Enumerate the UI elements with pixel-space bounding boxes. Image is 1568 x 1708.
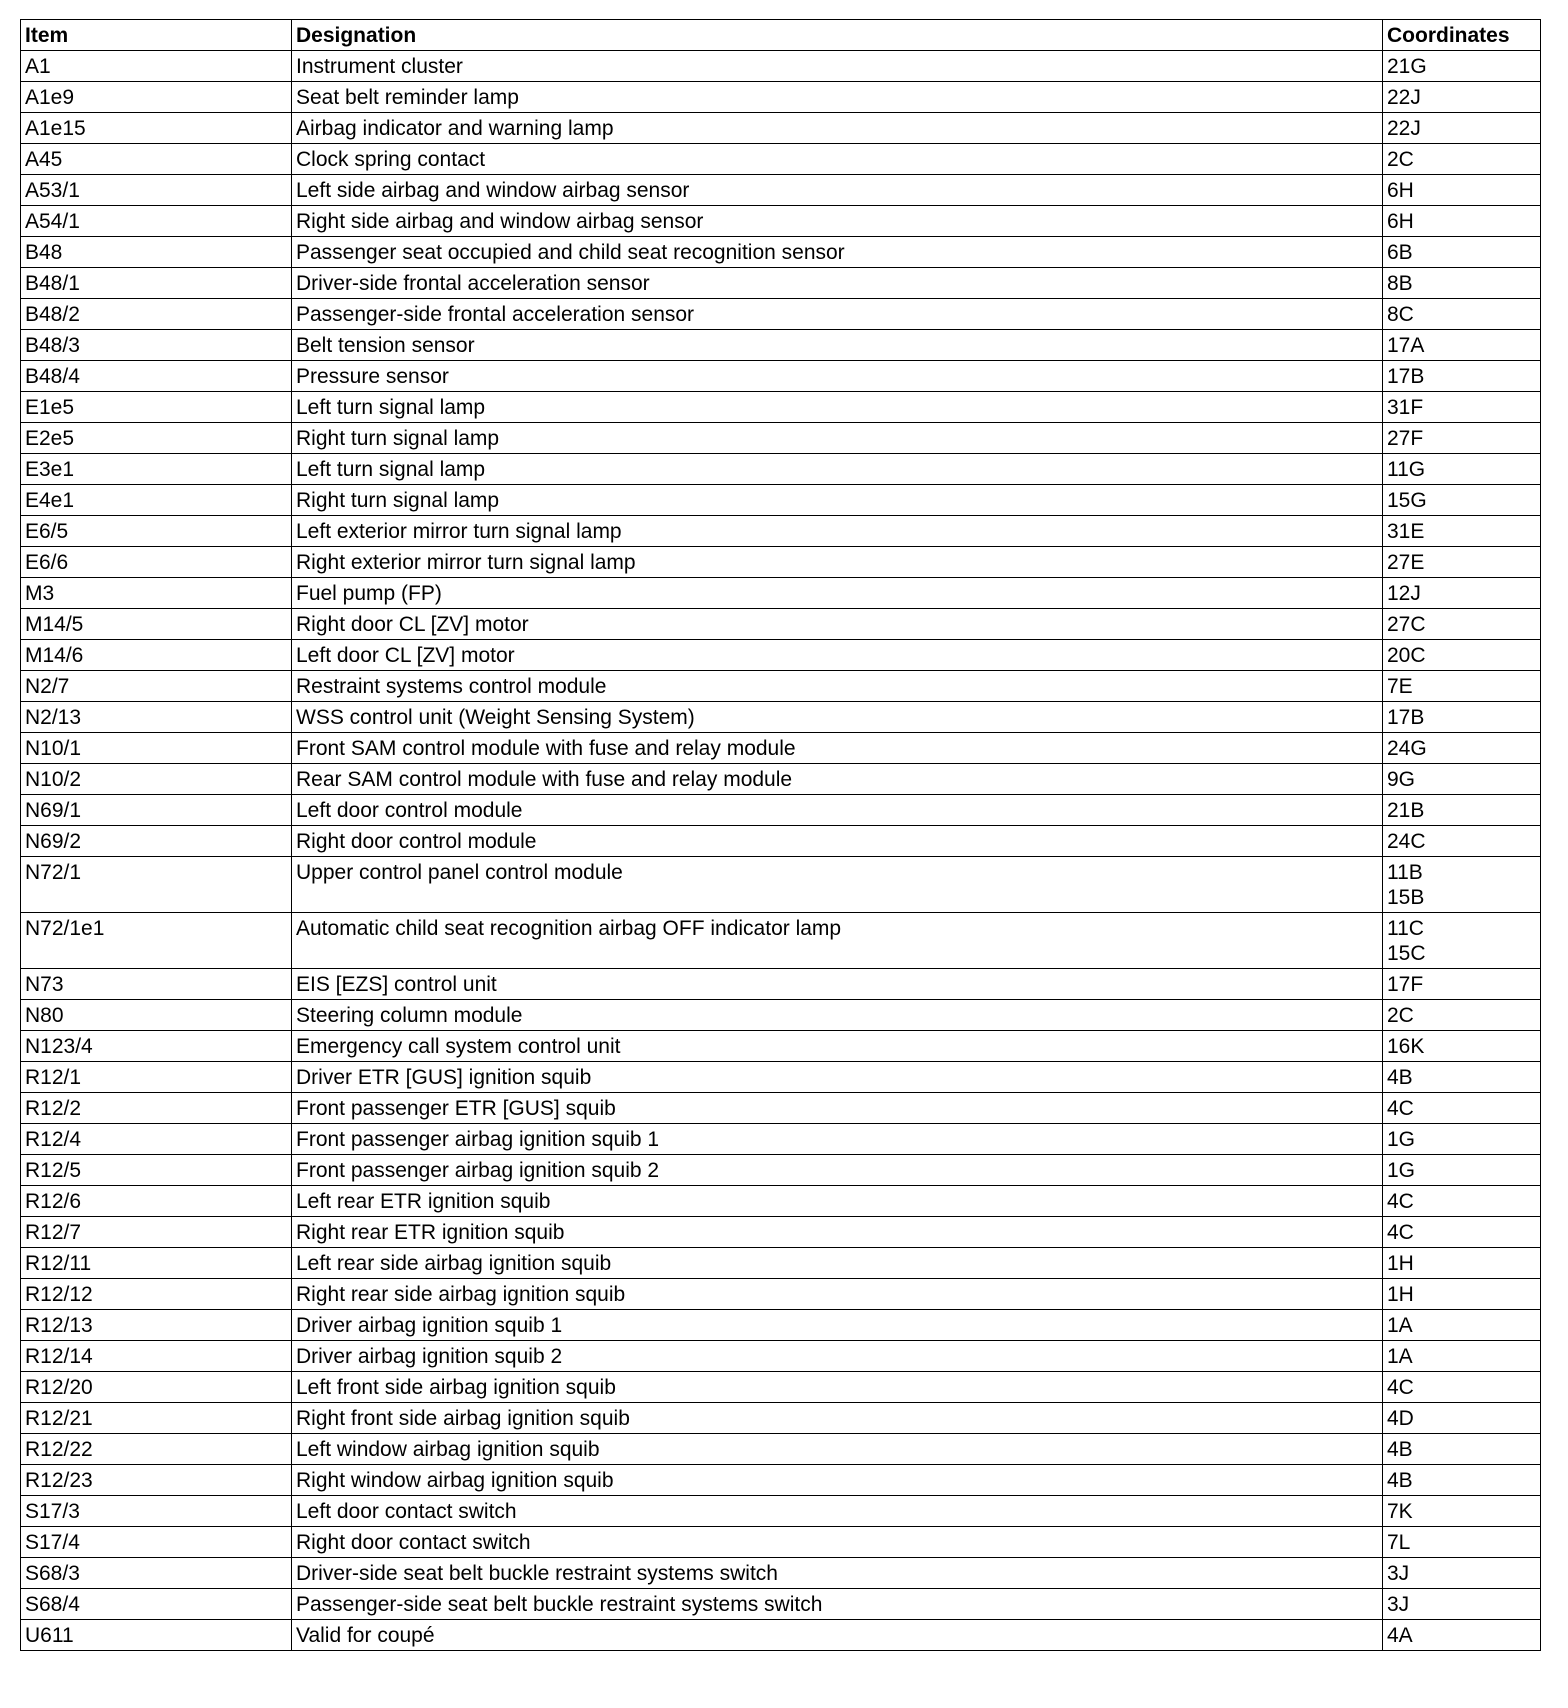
table-row bbox=[21, 547, 1541, 578]
table-row bbox=[21, 485, 1541, 516]
table-row bbox=[21, 1186, 1541, 1217]
table-row bbox=[21, 1217, 1541, 1248]
coordinate-value: 17B bbox=[1387, 706, 1425, 729]
item-cell: A45 bbox=[21, 144, 292, 175]
item-cell: N123/4 bbox=[21, 1031, 292, 1062]
coordinate-value: 4C bbox=[1387, 1190, 1414, 1213]
coordinate-value: 4B bbox=[1387, 1438, 1413, 1461]
coordinates-cell bbox=[1383, 1341, 1541, 1372]
item-cell: N69/1 bbox=[21, 795, 292, 826]
designation-cell: WSS control unit (Weight Sensing System) bbox=[292, 702, 1383, 733]
item-cell: R12/2 bbox=[21, 1093, 292, 1124]
table-row bbox=[21, 392, 1541, 423]
item-cell: R12/22 bbox=[21, 1434, 292, 1465]
coordinate-value: 27C bbox=[1387, 613, 1426, 636]
table-row bbox=[21, 857, 1541, 913]
coordinates-cell bbox=[1383, 1186, 1541, 1217]
table-row bbox=[21, 1279, 1541, 1310]
coordinates-cell bbox=[1383, 640, 1541, 671]
coordinates-cell bbox=[1383, 1403, 1541, 1434]
coordinate-value: 4B bbox=[1387, 1469, 1413, 1492]
designation-cell: Left rear side airbag ignition squib bbox=[292, 1248, 1383, 1279]
table-row bbox=[21, 237, 1541, 268]
designation-cell: Right turn signal lamp bbox=[292, 485, 1383, 516]
table-row bbox=[21, 1403, 1541, 1434]
coordinates-cell bbox=[1383, 795, 1541, 826]
coordinate-value: 4A bbox=[1387, 1624, 1413, 1647]
designation-cell: Left turn signal lamp bbox=[292, 392, 1383, 423]
designation-cell: Driver airbag ignition squib 2 bbox=[292, 1341, 1383, 1372]
coordinates-cell bbox=[1383, 702, 1541, 733]
designation-cell: Driver airbag ignition squib 1 bbox=[292, 1310, 1383, 1341]
coordinates-cell bbox=[1383, 330, 1541, 361]
table-row bbox=[21, 1000, 1541, 1031]
coordinate-value: 27F bbox=[1387, 427, 1424, 450]
designation-cell: EIS [EZS] control unit bbox=[292, 969, 1383, 1000]
item-cell: R12/23 bbox=[21, 1465, 292, 1496]
item-cell: N69/2 bbox=[21, 826, 292, 857]
item-cell: S17/4 bbox=[21, 1527, 292, 1558]
table-row bbox=[21, 1372, 1541, 1403]
table-row bbox=[21, 206, 1541, 237]
designation-cell: Clock spring contact bbox=[292, 144, 1383, 175]
coordinate-value: 6H bbox=[1387, 210, 1414, 233]
designation-cell: Left turn signal lamp bbox=[292, 454, 1383, 485]
designation-cell: Rear SAM control module with fuse and relay module bbox=[292, 764, 1383, 795]
designation-cell: Upper control panel control module bbox=[292, 857, 1383, 913]
designation-cell: Right turn signal lamp bbox=[292, 423, 1383, 454]
designation-cell: Right side airbag and window airbag sensor bbox=[292, 206, 1383, 237]
designation-cell: Passenger-side seat belt buckle restraint systems switch bbox=[292, 1589, 1383, 1620]
designation-cell: Right rear side airbag ignition squib bbox=[292, 1279, 1383, 1310]
designation-cell: Front passenger airbag ignition squib 1 bbox=[292, 1124, 1383, 1155]
coordinate-value: 1H bbox=[1387, 1283, 1414, 1306]
coordinates-cell bbox=[1383, 1248, 1541, 1279]
table-row bbox=[21, 1310, 1541, 1341]
table-row bbox=[21, 640, 1541, 671]
coordinate-value: 7E bbox=[1387, 675, 1413, 698]
coordinates-cell bbox=[1383, 578, 1541, 609]
item-cell: B48/4 bbox=[21, 361, 292, 392]
table-row bbox=[21, 516, 1541, 547]
item-cell: E1e5 bbox=[21, 392, 292, 423]
coordinate-value: 17B bbox=[1387, 365, 1425, 388]
coordinate-value: 12J bbox=[1387, 582, 1421, 605]
item-cell: A53/1 bbox=[21, 175, 292, 206]
coordinates-cell bbox=[1383, 764, 1541, 795]
coordinates-cell bbox=[1383, 1093, 1541, 1124]
designation-cell: Driver-side frontal acceleration sensor bbox=[292, 268, 1383, 299]
item-cell: E4e1 bbox=[21, 485, 292, 516]
designation-cell: Left rear ETR ignition squib bbox=[292, 1186, 1383, 1217]
designation-cell: Driver ETR [GUS] ignition squib bbox=[292, 1062, 1383, 1093]
table-row bbox=[21, 1155, 1541, 1186]
coordinates-cell bbox=[1383, 1217, 1541, 1248]
coordinates-cell bbox=[1383, 516, 1541, 547]
table-body bbox=[21, 51, 1541, 1651]
designation-cell: Left door contact switch bbox=[292, 1496, 1383, 1527]
table-row bbox=[21, 51, 1541, 82]
designation-cell: Valid for coupé bbox=[292, 1620, 1383, 1651]
header-coordinates: Coordinates bbox=[1383, 20, 1541, 51]
table-row bbox=[21, 969, 1541, 1000]
item-cell: N10/2 bbox=[21, 764, 292, 795]
table-row bbox=[21, 1093, 1541, 1124]
table-row bbox=[21, 175, 1541, 206]
coordinate-value: 3J bbox=[1387, 1593, 1410, 1616]
coordinates-cell bbox=[1383, 1031, 1541, 1062]
coordinates-cell bbox=[1383, 826, 1541, 857]
designation-cell: Emergency call system control unit bbox=[292, 1031, 1383, 1062]
coordinates-cell bbox=[1383, 1279, 1541, 1310]
coordinate-value: 15B bbox=[1387, 886, 1425, 909]
coordinate-value: 4D bbox=[1387, 1407, 1414, 1430]
header-row bbox=[21, 20, 1541, 51]
item-cell: R12/21 bbox=[21, 1403, 292, 1434]
designation-cell: Steering column module bbox=[292, 1000, 1383, 1031]
coordinate-value: 8C bbox=[1387, 303, 1414, 326]
designation-cell: Right door contact switch bbox=[292, 1527, 1383, 1558]
coordinate-value: 4C bbox=[1387, 1221, 1414, 1244]
table-row bbox=[21, 1341, 1541, 1372]
coordinate-value: 1H bbox=[1387, 1252, 1414, 1275]
coordinates-cell bbox=[1383, 299, 1541, 330]
table-row bbox=[21, 671, 1541, 702]
coordinates-cell bbox=[1383, 423, 1541, 454]
designation-cell: Left door control module bbox=[292, 795, 1383, 826]
table-row bbox=[21, 330, 1541, 361]
designation-cell: Right door control module bbox=[292, 826, 1383, 857]
table-row bbox=[21, 795, 1541, 826]
item-cell: R12/12 bbox=[21, 1279, 292, 1310]
component-legend-table bbox=[20, 19, 1541, 1651]
table-row bbox=[21, 1620, 1541, 1651]
designation-cell: Passenger seat occupied and child seat recognition sensor bbox=[292, 237, 1383, 268]
designation-cell: Pressure sensor bbox=[292, 361, 1383, 392]
designation-cell: Seat belt reminder lamp bbox=[292, 82, 1383, 113]
coordinates-cell bbox=[1383, 392, 1541, 423]
designation-cell: Right exterior mirror turn signal lamp bbox=[292, 547, 1383, 578]
coordinate-value: 24G bbox=[1387, 737, 1427, 760]
coordinates-cell bbox=[1383, 206, 1541, 237]
coordinate-value: 7L bbox=[1387, 1531, 1411, 1554]
designation-cell: Left door CL [ZV] motor bbox=[292, 640, 1383, 671]
designation-cell: Right rear ETR ignition squib bbox=[292, 1217, 1383, 1248]
designation-cell: Right front side airbag ignition squib bbox=[292, 1403, 1383, 1434]
table-row bbox=[21, 1465, 1541, 1496]
coordinates-cell bbox=[1383, 1000, 1541, 1031]
table-row bbox=[21, 82, 1541, 113]
coordinate-value: 22J bbox=[1387, 86, 1421, 109]
coordinate-value: 1G bbox=[1387, 1159, 1416, 1182]
item-cell: N2/13 bbox=[21, 702, 292, 733]
coordinates-cell bbox=[1383, 485, 1541, 516]
item-cell: B48 bbox=[21, 237, 292, 268]
coordinate-value: 31E bbox=[1387, 520, 1425, 543]
item-cell: B48/3 bbox=[21, 330, 292, 361]
item-cell: M3 bbox=[21, 578, 292, 609]
item-cell: U611 bbox=[21, 1620, 292, 1651]
coordinate-value: 22J bbox=[1387, 117, 1421, 140]
coordinates-cell bbox=[1383, 1372, 1541, 1403]
coordinate-value: 7K bbox=[1387, 1500, 1413, 1523]
item-cell: R12/11 bbox=[21, 1248, 292, 1279]
item-cell: N2/7 bbox=[21, 671, 292, 702]
table-row bbox=[21, 113, 1541, 144]
designation-cell: Left side airbag and window airbag sensor bbox=[292, 175, 1383, 206]
coordinates-cell bbox=[1383, 1620, 1541, 1651]
table-row bbox=[21, 913, 1541, 969]
item-cell: R12/14 bbox=[21, 1341, 292, 1372]
coordinates-cell bbox=[1383, 1496, 1541, 1527]
coordinates-cell bbox=[1383, 1434, 1541, 1465]
table-row bbox=[21, 1434, 1541, 1465]
table-row bbox=[21, 1031, 1541, 1062]
coordinates-cell bbox=[1383, 361, 1541, 392]
coordinate-value: 4C bbox=[1387, 1376, 1414, 1399]
table-row bbox=[21, 299, 1541, 330]
table-row bbox=[21, 826, 1541, 857]
coordinate-value: 11B bbox=[1387, 861, 1423, 884]
item-cell: S68/3 bbox=[21, 1558, 292, 1589]
coordinates-cell bbox=[1383, 733, 1541, 764]
designation-cell: Automatic child seat recognition airbag OFF indicator lamp bbox=[292, 913, 1383, 969]
item-cell: N80 bbox=[21, 1000, 292, 1031]
coordinate-value: 17A bbox=[1387, 334, 1425, 357]
designation-cell: Restraint systems control module bbox=[292, 671, 1383, 702]
coordinate-value: 24C bbox=[1387, 830, 1426, 853]
coordinate-value: 2C bbox=[1387, 148, 1414, 171]
item-cell: E3e1 bbox=[21, 454, 292, 485]
table-row bbox=[21, 609, 1541, 640]
item-cell: S68/4 bbox=[21, 1589, 292, 1620]
designation-cell: Left exterior mirror turn signal lamp bbox=[292, 516, 1383, 547]
coordinate-value: 6H bbox=[1387, 179, 1414, 202]
designation-cell: Front SAM control module with fuse and relay module bbox=[292, 733, 1383, 764]
coordinates-cell bbox=[1383, 913, 1541, 969]
designation-cell: Instrument cluster bbox=[292, 51, 1383, 82]
coordinates-cell bbox=[1383, 268, 1541, 299]
coordinate-value: 20C bbox=[1387, 644, 1426, 667]
table-row bbox=[21, 702, 1541, 733]
coordinate-value: 4C bbox=[1387, 1097, 1414, 1120]
coordinate-value: 4B bbox=[1387, 1066, 1413, 1089]
coordinates-cell bbox=[1383, 969, 1541, 1000]
coordinate-value: 1G bbox=[1387, 1128, 1416, 1151]
coordinates-cell bbox=[1383, 1558, 1541, 1589]
coordinates-cell bbox=[1383, 671, 1541, 702]
coordinates-cell bbox=[1383, 1465, 1541, 1496]
item-cell: R12/13 bbox=[21, 1310, 292, 1341]
coordinate-value: 2C bbox=[1387, 1004, 1414, 1027]
coordinates-cell bbox=[1383, 1310, 1541, 1341]
coordinates-cell bbox=[1383, 82, 1541, 113]
designation-cell: Passenger-side frontal acceleration sensor bbox=[292, 299, 1383, 330]
coordinate-value: 15G bbox=[1387, 489, 1427, 512]
table-row bbox=[21, 1124, 1541, 1155]
item-cell: B48/1 bbox=[21, 268, 292, 299]
item-cell: A54/1 bbox=[21, 206, 292, 237]
coordinates-cell bbox=[1383, 175, 1541, 206]
item-cell: A1 bbox=[21, 51, 292, 82]
table-row bbox=[21, 1248, 1541, 1279]
designation-cell: Left front side airbag ignition squib bbox=[292, 1372, 1383, 1403]
table-row bbox=[21, 1589, 1541, 1620]
coordinates-cell bbox=[1383, 1589, 1541, 1620]
coordinate-value: 11C bbox=[1387, 917, 1424, 940]
coordinate-value: 9G bbox=[1387, 768, 1416, 791]
item-cell: A1e9 bbox=[21, 82, 292, 113]
coordinate-value: 21G bbox=[1387, 55, 1427, 78]
coordinates-cell bbox=[1383, 609, 1541, 640]
table-row bbox=[21, 1527, 1541, 1558]
coordinate-value: 1A bbox=[1387, 1345, 1413, 1368]
coordinates-cell bbox=[1383, 1527, 1541, 1558]
table-row bbox=[21, 454, 1541, 485]
coordinates-cell bbox=[1383, 857, 1541, 913]
designation-cell: Front passenger airbag ignition squib 2 bbox=[292, 1155, 1383, 1186]
coordinate-value: 17F bbox=[1387, 973, 1424, 996]
table-row bbox=[21, 733, 1541, 764]
item-cell: R12/5 bbox=[21, 1155, 292, 1186]
designation-cell: Right door CL [ZV] motor bbox=[292, 609, 1383, 640]
item-cell: N72/1e1 bbox=[21, 913, 292, 969]
item-cell: M14/6 bbox=[21, 640, 292, 671]
item-cell: E6/6 bbox=[21, 547, 292, 578]
coordinates-cell bbox=[1383, 113, 1541, 144]
item-cell: R12/1 bbox=[21, 1062, 292, 1093]
coordinate-value: 3J bbox=[1387, 1562, 1410, 1585]
item-cell: S17/3 bbox=[21, 1496, 292, 1527]
item-cell: R12/20 bbox=[21, 1372, 292, 1403]
item-cell: R12/7 bbox=[21, 1217, 292, 1248]
item-cell: R12/6 bbox=[21, 1186, 292, 1217]
table-row bbox=[21, 1558, 1541, 1589]
item-cell: N73 bbox=[21, 969, 292, 1000]
table-header bbox=[21, 20, 1541, 51]
table-row bbox=[21, 361, 1541, 392]
item-cell: E6/5 bbox=[21, 516, 292, 547]
coordinate-value: 11G bbox=[1387, 458, 1426, 481]
table-row bbox=[21, 1496, 1541, 1527]
header-item: Item bbox=[21, 20, 292, 51]
coordinates-cell bbox=[1383, 547, 1541, 578]
coordinates-cell bbox=[1383, 1155, 1541, 1186]
item-cell: E2e5 bbox=[21, 423, 292, 454]
coordinate-value: 16K bbox=[1387, 1035, 1425, 1058]
coordinate-value: 15C bbox=[1387, 942, 1426, 965]
designation-cell: Belt tension sensor bbox=[292, 330, 1383, 361]
item-cell: N72/1 bbox=[21, 857, 292, 913]
coordinates-cell bbox=[1383, 237, 1541, 268]
coordinate-value: 6B bbox=[1387, 241, 1413, 264]
table-row bbox=[21, 423, 1541, 454]
table-row bbox=[21, 144, 1541, 175]
table-row bbox=[21, 268, 1541, 299]
item-cell: A1e15 bbox=[21, 113, 292, 144]
coordinates-cell bbox=[1383, 454, 1541, 485]
coordinates-cell bbox=[1383, 51, 1541, 82]
item-cell: B48/2 bbox=[21, 299, 292, 330]
coordinates-cell bbox=[1383, 144, 1541, 175]
item-cell: R12/4 bbox=[21, 1124, 292, 1155]
coordinate-value: 31F bbox=[1387, 396, 1424, 419]
designation-cell: Front passenger ETR [GUS] squib bbox=[292, 1093, 1383, 1124]
item-cell: N10/1 bbox=[21, 733, 292, 764]
table-row bbox=[21, 764, 1541, 795]
coordinate-value: 8B bbox=[1387, 272, 1413, 295]
designation-cell: Driver-side seat belt buckle restraint systems switch bbox=[292, 1558, 1383, 1589]
coordinates-cell bbox=[1383, 1124, 1541, 1155]
item-cell: M14/5 bbox=[21, 609, 292, 640]
designation-cell: Fuel pump (FP) bbox=[292, 578, 1383, 609]
header-designation: Designation bbox=[292, 20, 1383, 51]
designation-cell: Right window airbag ignition squib bbox=[292, 1465, 1383, 1496]
coordinates-cell bbox=[1383, 1062, 1541, 1093]
designation-cell: Airbag indicator and warning lamp bbox=[292, 113, 1383, 144]
coordinate-value: 21B bbox=[1387, 799, 1425, 822]
coordinate-value: 27E bbox=[1387, 551, 1425, 574]
designation-cell: Left window airbag ignition squib bbox=[292, 1434, 1383, 1465]
table-row bbox=[21, 578, 1541, 609]
coordinate-value: 1A bbox=[1387, 1314, 1413, 1337]
table-row bbox=[21, 1062, 1541, 1093]
